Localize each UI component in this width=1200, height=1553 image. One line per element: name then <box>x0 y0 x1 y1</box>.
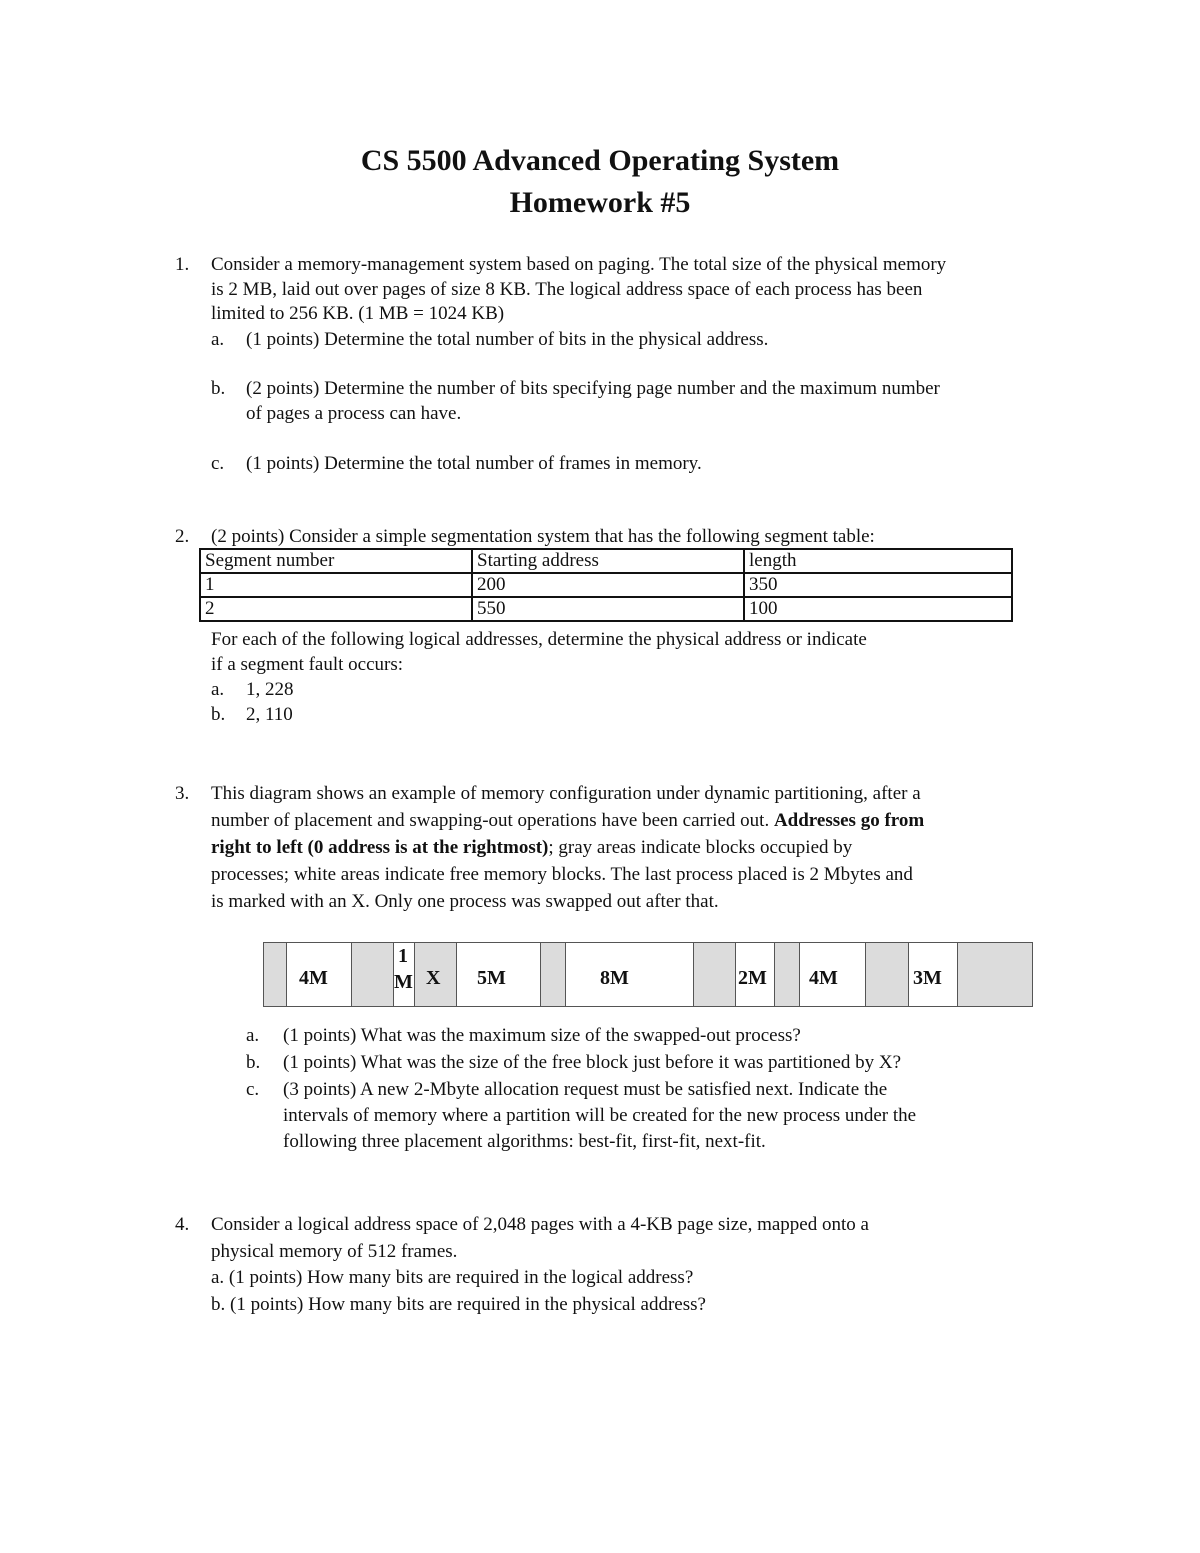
block-label: 4M <box>809 967 838 989</box>
question-4-line-1: Consider a logical address space of 2,048 pages with a 4-KB page size, mapped onto a <box>211 1214 869 1235</box>
question-4-line-2: physical memory of 512 frames. <box>211 1241 458 1262</box>
question-1a-text: (1 points) Determine the total number of bits in the physical address. <box>246 329 769 350</box>
block-label: 8M <box>600 967 629 989</box>
segment-table <box>199 548 1013 622</box>
question-1c-text: (1 points) Determine the total number of frames in memory. <box>246 453 702 474</box>
question-3c-line-2: intervals of memory where a partition will be created for the new process under the <box>283 1105 917 1126</box>
question-2-after-line-2: if a segment fault occurs: <box>211 654 404 675</box>
question-3a-text: (1 points) What was the maximum size of the swapped-out process? <box>283 1025 801 1046</box>
question-4a-text: a. (1 points) How many bits are required in the logical address? <box>211 1267 694 1288</box>
block-label-m: M <box>394 971 413 993</box>
page-subtitle: Homework #5 <box>509 186 691 219</box>
free-block-4m <box>286 943 351 1006</box>
free-block-1m <box>393 943 414 1006</box>
block-label: 5M <box>477 967 506 989</box>
block-label: 3M <box>913 967 942 989</box>
table-cell: 200 <box>472 573 744 597</box>
question-3-line-2 <box>211 808 924 834</box>
question-1-number: 1. <box>175 254 190 275</box>
question-2-number: 2. <box>175 526 190 547</box>
question-3-line-5: is marked with an X. Only one process was swapped out after that. <box>211 891 719 912</box>
question-3-line-3 <box>211 835 852 861</box>
question-3c-label: c. <box>246 1079 260 1100</box>
question-3c-line-1: (3 points) A new 2-Mbyte allocation request must be satisfied next. Indicate the <box>283 1079 888 1100</box>
question-1b-line-1: (2 points) Determine the number of bits specifying page number and the maximum number <box>246 378 940 399</box>
question-3b-text: (1 points) What was the size of the free block just before it was partitioned by X? <box>283 1052 902 1073</box>
table-cell: 350 <box>744 573 1012 597</box>
occupied-block <box>957 943 1032 1006</box>
free-block-2m <box>735 943 774 1006</box>
table-cell: 100 <box>744 597 1012 621</box>
question-3-line-3-text: ; gray areas indicate blocks occupied by <box>548 837 853 858</box>
question-1b-line-2: of pages a process can have. <box>246 403 462 424</box>
occupied-block <box>774 943 799 1006</box>
question-2a-text: 1, 228 <box>246 679 294 700</box>
memory-partition-diagram <box>263 942 1033 1007</box>
free-block-8m <box>565 943 693 1006</box>
occupied-block <box>865 943 908 1006</box>
table-header-cell: length <box>744 549 1012 573</box>
question-3b-label: b. <box>246 1052 261 1073</box>
question-2a-label: a. <box>211 679 225 700</box>
occupied-block-x <box>414 943 456 1006</box>
question-1b-label: b. <box>211 378 226 399</box>
question-1-line-3: limited to 256 KB. (1 MB = 1024 KB) <box>211 303 505 324</box>
question-3-number: 3. <box>175 783 190 804</box>
free-block-5m <box>456 943 540 1006</box>
block-label: X <box>426 967 441 989</box>
question-3a-label: a. <box>246 1025 260 1046</box>
question-1c-label: c. <box>211 453 225 474</box>
free-block-4m <box>799 943 865 1006</box>
question-3-line-3-bold: right to left (0 address is at the rightmost) <box>211 837 549 858</box>
table-row <box>200 597 1012 621</box>
question-3c-line-3: following three placement algorithms: best-fit, first-fit, next-fit. <box>283 1131 766 1152</box>
question-4b-text: b. (1 points) How many bits are required in the physical address? <box>211 1294 706 1315</box>
question-3-line-2-text: number of placement and swapping-out operations have been carried out. <box>211 810 774 831</box>
block-label-1: 1 <box>398 945 408 967</box>
question-1-line-1: Consider a memory-management system based on paging. The total size of the physical memory <box>211 254 947 275</box>
table-header-cell: Starting address <box>472 549 744 573</box>
block-label: 2M <box>738 967 767 989</box>
table-cell: 2 <box>200 597 472 621</box>
occupied-block <box>540 943 565 1006</box>
free-block-3m <box>908 943 957 1006</box>
table-cell: 550 <box>472 597 744 621</box>
question-1-line-2: is 2 MB, laid out over pages of size 8 KB. The logical address space of each process has been <box>211 279 923 300</box>
occupied-block <box>351 943 393 1006</box>
question-2b-text: 2, 110 <box>246 704 293 725</box>
table-header-row <box>200 549 1012 573</box>
question-4-number: 4. <box>175 1214 190 1235</box>
question-1a-label: a. <box>211 329 225 350</box>
question-3-line-4: processes; white areas indicate free memory blocks. The last process placed is 2 Mbytes and <box>211 864 913 885</box>
table-header-cell: Segment number <box>200 549 472 573</box>
table-cell: 1 <box>200 573 472 597</box>
occupied-block <box>264 943 286 1006</box>
block-label: 4M <box>299 967 328 989</box>
question-2b-label: b. <box>211 704 226 725</box>
question-3-line-2-bold: Addresses go from <box>773 810 925 831</box>
question-2-after-line-1: For each of the following logical addresses, determine the physical address or indicate <box>211 629 867 650</box>
table-row <box>200 573 1012 597</box>
question-3-line-1: This diagram shows an example of memory configuration under dynamic partitioning, after a <box>211 783 921 804</box>
occupied-block <box>693 943 735 1006</box>
page-title: CS 5500 Advanced Operating System <box>360 144 840 177</box>
question-2-intro: (2 points) Consider a simple segmentation system that has the following segment table: <box>211 526 875 547</box>
